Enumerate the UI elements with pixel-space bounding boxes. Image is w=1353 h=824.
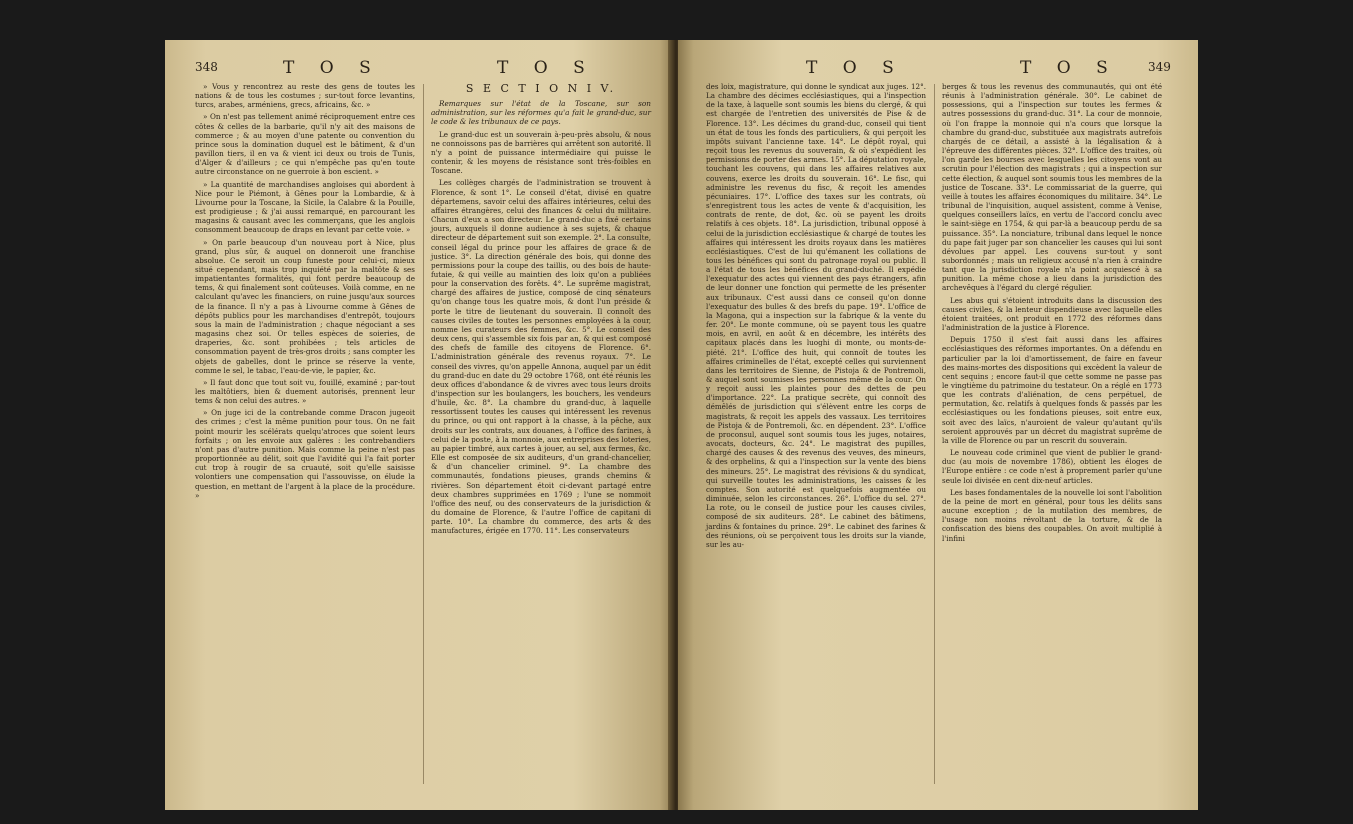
paragraph: » Vous y rencontrez au reste des gens de toutes les nations & de tous les costumes ; sur-tout force levantins, turcs, arabes, arméniens, grecs, africains, &c. » [195,82,415,110]
running-head-right-1: T O S [806,58,904,78]
paragraph: » On n'est pas tellement animé réciproquement entre ces côtes & celles de la barbarie, qu'il n'y ait des maisons de commerce ; & au moyen d'une patente ou convention du prince sous la domination duquel est le bâtiment, & d'un pavillon tiers, il en va & vient ici deux ou trois de Tunis, d'Alger & d'ailleurs ; ce qui n'empêche pas qu'en toute autre circonstance on ne guerroie à bon escient. » [195,112,415,177]
right-page [678,40,1198,810]
paragraph: » Il faut donc que tout soit vu, fouillé, examiné ; par-tout les maltôtiers, bien & duement autorisés, prennent leur tems & non celui des autres. » [195,377,415,406]
page-number-left: 348 [195,60,218,74]
paragraph: » La quantité de marchandises angloises qui abordent à Nice pour le Piémont, à Gênes pour la Lombardie, & à Livourne pour la Toscane, la Sicile, la Calabre & la Pouille, est prodigieuse ; & j'ai aussi remarqué, en parcourant les magasins & causant avec les commerçans, que les anglois consomment beaucoup de draps en levant par cette voie. » [195,179,415,235]
paragraph: Les abus qui s'étoient introduits dans la discussion des causes civiles, & la lenteur dispendieuse avec laquelle elles étoient traitées, ont produit en 1772 des réformes dans l'administration de la justice à Florence. [942,295,1162,333]
paragraph: » On juge ici de la contrebande comme Dracon jugeoit des crimes ; c'est la même punition pour tous. On ne fait point mourir les scélérats quelqu'atroces que soient leurs forfaits ; on les envoie aux galères : les contrebandiers n'ont pas d'autre punition. Mais comme la peine n'est pas proportionnée au délit, soit que l'avidité qui l'a fait porter cut trop à rougir de sa cruauté, soit qu'elle saisisse volontiers une compensation qui l'assouvisse, on élude la question, en mettant de l'argent à la place de la procédure. » [195,408,415,500]
paragraph: berges & tous les revenus des communautés, qui ont été réunis à l'administration générale. 30°. Le cabinet de possessions, qui a l'inspection sur toutes les fermes & autres possessions du grand-duc. 31°. La cour de monnoie, où l'on frappe la monnoie qui n'a cours que lorsque la chambre du grand-duc, substituée aux magistrats autrefois chargés de ce détail, a assisté à la légalisation & à l'épreuve des différentes pièces. 32°. L'office des traites, où l'on garde les bourses avec lesquelles les citoyens vont au scrutin pour l'élection des magistrats ; qui a inspection sur cette élection, & auquel sont soumis tous les membres de la justice de Toscane. 33°. Le commissariat de la guerre, qui veille à toutes les affaires économiques du militaire. 34°. Le tribunal de l'inquisition, auquel assistent, comme à Venise, quelques conseillers laïcs, en vertu de l'accord conclu avec le saint-siège en 1754, & qui par-là a beaucoup perdu de sa puissance. 35°. La nonciature, tribunal dans lequel le nonce du pape fait juger par son chancelier les causes qui lui sont dévolues par appel. Les couvens sur-tout y sont subordonnés ; mais un religieux accusé n'a rien à craindre tant que la jurisdiction royale n'a point acquiescé à sa punition. La même chose a lieu dans la jurisdiction des archevêques à l'égard du clergé régulier. [942,82,1162,293]
running-head-left-1: T O S [283,58,381,78]
paragraph: des loix, magistrature, qui donne le syndicat aux juges. 12°. La chambre des décimes ecclésiastiques, qui a l'inspection de la taxe, à laquelle sont soumis les biens du clergé, & qui est chargée de l'entretien des universités de Pise & de Florence. 13°. Les décimes du grand-duc, conseil qui tient un état de tous les fonds des particuliers, & qui perçoit les impôts suivant l'ancienne taxe. 14°. Le dépôt royal, qui reçoit tous les revenus du souverain, & où s'expédient les permissions de porter des armes. 15°. La députation royale, touchant les couvens, qui dans les affaires relatives aux couvens, exerce les droits du souverain. 16°. Le fisc, qui administre les revenus du fisc, & reçoit les amendes pécuniaires. 17°. L'office des taxes sur les contrats, où s'enregistrent tous les actes de vente & d'acquisition, les contrats de rente, de dot, &c. où se payent les droits relatifs à ces objets. 18°. La jurisdiction, tribunal opposé à celui de la jurisdiction ecclésiastique & chargé de toutes les affaires qui intéressent les droits royaux dans les matières ecclésiastiques. C'est de lui qu'émanent les collations de tous les bénéfices qui sont du patronage royal ou public. Il a l'état de tous les bénéfices du grand-duché. Il expédie l'exequatur des actes qui viennent des pays étrangers, afin de leur donner une fonction qui permette de les présenter aux tribunaux. C'est aussi dans ce conseil qu'on donne l'exequatur des bulles & des brefs du pape. 19°. L'office de la Magona, qui a inspection sur la fabrique & la vente du fer. 20°. Le monte commune, où se payent tous les quatre mois, en avril, en août & en décembre, les intérêts des capitaux placés dans les luoghi di monte, ou monts-de-piété. 21°. L'office des huit, qui connoît de toutes les affaires criminelles de l'état, excepté celles qui surviennent dans les territoires de Sienne, de Pistoja & de Pontremoli, & auquel sont soumises les personnes même de la cour. On y reçoit aussi les plaintes pour des dettes de peu d'importance. 22°. La pratique secrète, qui connoît des démêlés de jurisdiction qui s'élèvent entre les corps de magistrats, & reçoit les appels des vassaux. Les territoires de Pistoja & de Pontremoli, &c. en dépendent. 23°. L'office de proconsul, auquel sont soumis tous les juges, notaires, avocats, docteurs, &c. 24°. Le magistrat des pupilles, chargé des causes & des revenus des veuves, des mineurs, & des orphelins, & qui a l'inspection sur la vente des biens des mineurs. 25°. Le magistrat des révisions & du syndicat, qui surveille toutes les administrations, les caisses & les comptes. Son autorité est quelquefois augmentée ou diminuée, selon les circonstances. 26°. L'office du sel. 27°. La rote, ou le conseil de justice pour les causes civiles, composé de six auditeurs. 28°. Le cabinet des bâtimens, jardins & fontaines du prince. 29°. Le cabinet des farines & des réunions, où se perçoivent tous les droits sur la viande, sur les au- [706,82,926,549]
paragraph: » On parle beaucoup d'un nouveau port à Nice, plus grand, plus sûr, & auquel on donneroit une franchise absolue. Ce seroit un coup funeste pour celui-ci, mieux situé cependant, mais trop inquiété par la maltôte & ses impatientantes formalités, qui font perdre beaucoup de tems, & qui finalement sont coûteuses. Voilà comme, en ne calculant qu'avec les financiers, on ruine jusqu'aux sources de la finance. Il n'y a pas à Livourne comme à Gênes de dépôts publics pour les marchandises d'entrepôt, toujours sous la main de l'administration ; chaque négociant a ses magasins chez soi. Or telles espèces de soieries, de draperies, &c. sont prohibées ; tels articles de consommation payent de très-gros droits ; sans compter les objets de gabelles, dont le prince se réserve la vente, comme le sel, le tabac, l'eau-de-vie, le papier, &c. [195,237,415,375]
paragraph: Les bases fondamentales de la nouvelle loi sont l'abolition de la peine de mort en général, pour tous les délits sans aucune exception ; de la mutilation des membres, de l'usage non moins révoltant de la torture, & de la confiscation des biens des coupables. On avoit multiplié à l'infini [942,487,1162,543]
paragraph: Le grand-duc est un souverain à-peu-près absolu, & nous ne connoissons pas de barrières qui arrêtent son autorité. Il n'y a point de puissance intermédiaire qui puisse le contenir, & les moyens de résistance sont très-foibles en Toscane. [431,129,651,176]
left-page-column-2 [431,82,651,539]
right-page-column-1 [706,82,926,552]
right-page-column-2 [942,82,1162,546]
page-number-right: 349 [1148,60,1171,74]
paragraph: Le nouveau code criminel que vient de publier le grand-duc (au mois de novembre 1786), obtient les éloges de l'Europe entière : ce code n'est à proprement parler qu'une seule loi divisée en cent dix-neuf articles. [942,448,1162,485]
left-page-column-1 [195,82,415,503]
paragraph: Depuis 1750 il s'est fait aussi dans les affaires ecclésiastiques des réformes importantes. On a défendu en particulier par la loi d'amortissement, de faire en faveur des mains-mortes des dispositions qui excèdent la valeur de cent sequins ; encore faut-il que cette somme ne passe pas le vingtième du patrimoine du testateur. On a réglé en 1773 que les contrats d'aliénation, de cens perpétuel, de permutation, &c. relatifs à quelques fonds & passés par les ecclésiastiques ou les fondations pieuses, soit entre eux, soit avec des laïcs, n'auroient de valeur qu'autant qu'ils seroient approuvés par un décret du magistrat suprême de la ville de Florence ou par un rescrit du souverain. [942,335,1162,445]
running-head-right-2: T O S [1020,58,1118,78]
column-rule [423,84,424,784]
section-title: S E C T I O N I V. [465,82,617,95]
column-rule [934,84,935,784]
left-page [165,40,675,810]
section-subtitle: Remarques sur l'état de la Toscane, sur son administration, sur les réformes qu'a fait le grand-duc, sur le code & les tribunaux de ce pays. [431,99,651,127]
running-head-left-2: T O S [497,58,595,78]
paragraph: Les collèges chargés de l'administration se trouvent à Florence, & sont 1°. Le conseil d'état, divisé en quatre départemens, savoir celui des affaires intérieures, celui des affaires étrangères, celui des finances & celui du militaire. Chacun d'eux a son directeur. Le grand-duc a fixé certains jours, auxquels il donne audience à ses sujets, & chaque directeur de département suit son exemple. 2°. La consulte, conseil légal du prince pour les affaires de grace & de justice. 3°. La direction générale des bois, qui donne des permissions pour la coupe des taillis, ou des bois de haute-futaie, & qui veille au maintien des loix qu'on a publiées pour la conservation des forêts. 4°. Le suprême magistrat, chargé des affaires de justice, composé de cinq sénateurs qu'on change tous les quatre mois, & dont l'un préside & porte le titre de lieutenant du souverain. Il connoît des causes civiles de toutes les personnes employées à la cour, nomme les curateurs des femmes, &c. 5°. Le conseil des deux cens, qui s'assemble six fois par an, & qui est composé des chefs de famille des citoyens de Florence. 6°. L'administration générale des revenus royaux. 7°. Le conseil des vivres, qu'on appelle Annona, auquel par un édit du grand-duc en date du 29 octobre 1768, ont été réunis les deux offices d'abondance & de vivres avec tous leurs droits d'inspection sur les boulangers, les bouchers, les vendeurs d'huile, &c. 8°. La chambre du grand-duc, à laquelle ressortissent toutes les causes qui intéressent les revenus du prince, ou qui ont rapport à la chasse, à la pêche, aux droits sur les contrats, aux douanes, à l'office des farines, à celui de la poste, à la monnoie, aux entreprises des loteries, au papier timbré, aux cartes à jouer, au sel, aux fermes, &c. Elle est composée de six auditeurs, d'un grand-chancelier, & d'un chancelier criminel. 9°. La chambre des communautés, fondations pieuses, grands chemins & rivières. Son département étoit ci-devant partagé entre deux chambres supprimées en 1769 ; l'une se nommoit l'office des neuf, ou des conservateurs de la jurisdiction & du domaine de Florence, & l'autre l'office de capitani di parte. 10°. La chambre du commerce, des arts & des manufactures, érigée en 1770. 11°. Les conservateurs [431,178,651,536]
